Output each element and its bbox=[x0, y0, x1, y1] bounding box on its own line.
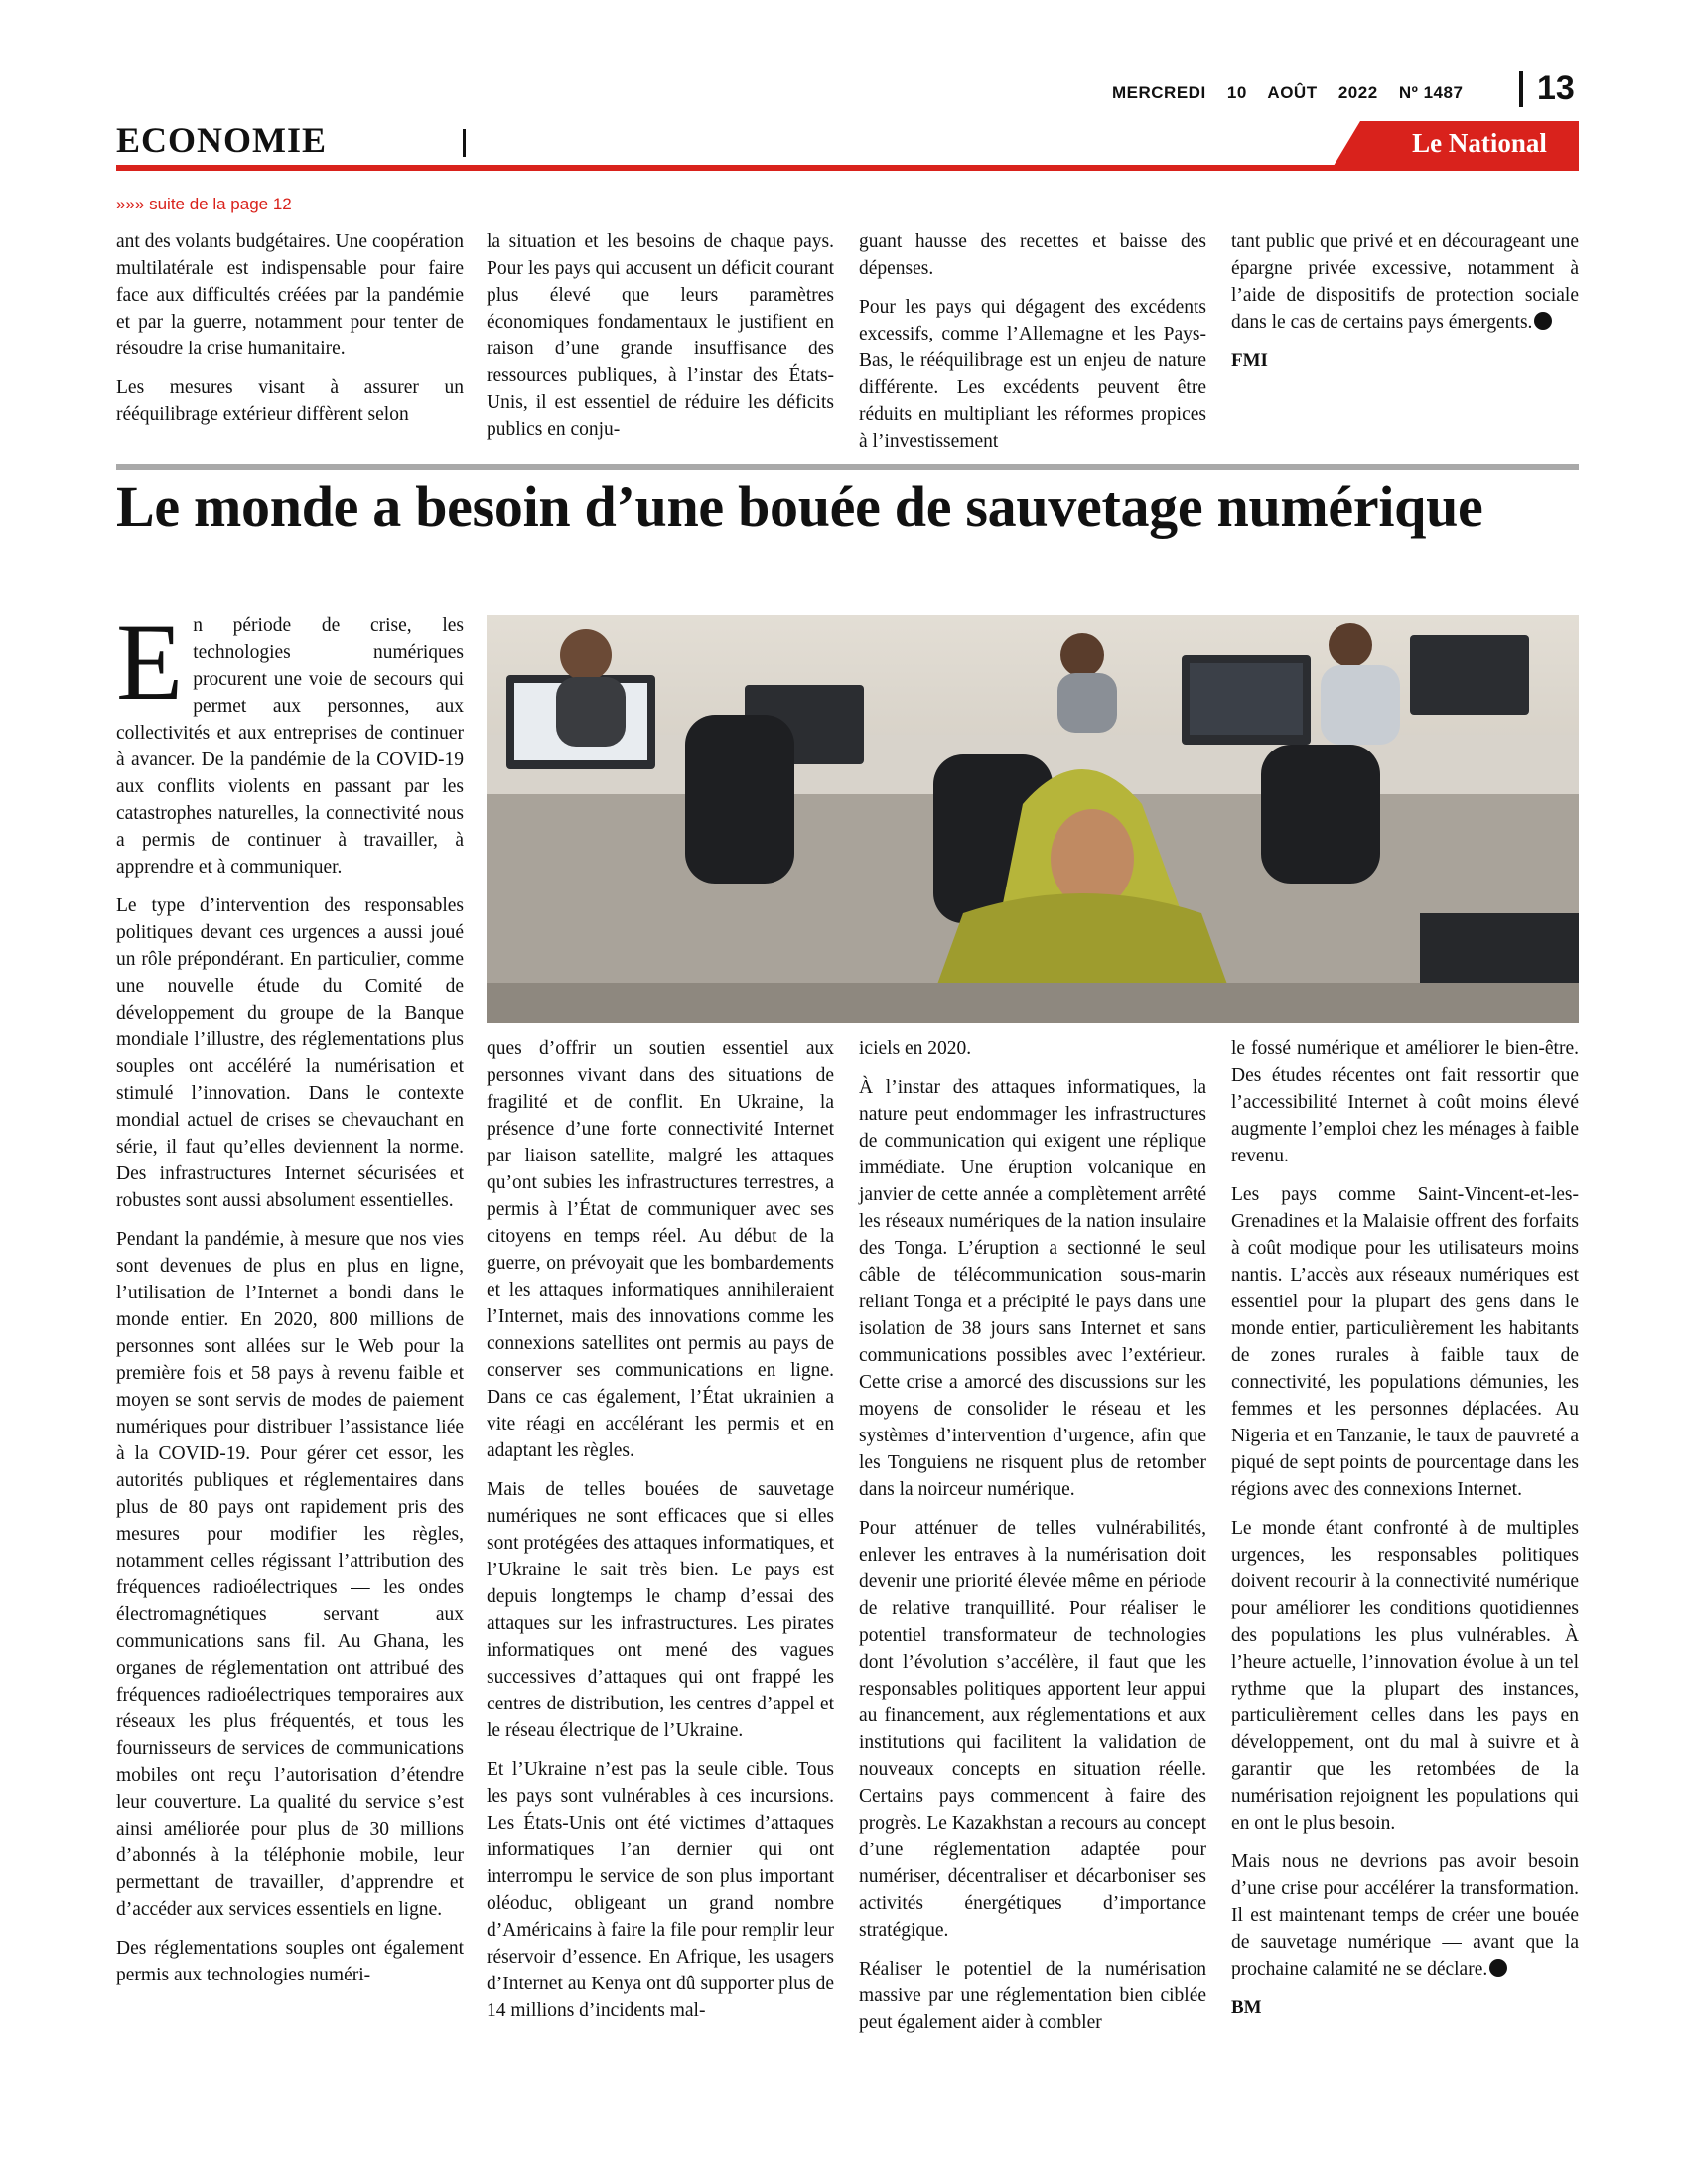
paragraph-text: Mais nous ne devrions pas avoir besoin d’une crise pour accélérer la transformation. Il est maintenant temps de créer une bouée de sauvetage numérique — avant que la prochaine calamité ne se déclare. bbox=[1231, 1851, 1579, 1979]
page-number-divider bbox=[1519, 71, 1523, 107]
article-headline: Le monde a besoin d’une bouée de sauvetage numérique bbox=[116, 475, 1483, 539]
date-day: MERCREDI bbox=[1112, 83, 1206, 102]
paragraph: Pour atténuer de telles vulnérabilités, enlever les entraves à la numérisation doit devenir une priorité élevée même en période de relative tranquillité. Pour réaliser le potentiel transformateur de technologies dont l’évolution s’accélère, il faut que les responsables politiques apportent leur appui au financement, aux réglementations et aux institutions qui facilitent la validation de nouveaux concepts en situation réelle. Certains pays commencent à faire des progrès. Le Kazakhstan a recours au concept d’une réglementation adaptée pour numériser, décentraliser et décarboniser ses activités énergétiques d’importance stratégique. bbox=[859, 1518, 1206, 1941]
paragraph: Et l’Ukraine n’est pas la seule cible. Tous les pays sont vulnérables à ces incursions. Les États-Unis ont été victimes d’attaques informatiques l’an dernier qui ont interrompu le service de son plus important oléoduc, obligeant un grand nombre d’Américains à faire la file pour remplir leur réservoir d’essence. En Afrique, les usagers d’Internet au Kenya ont dû supporter plus de 14 millions d’incidents mal- bbox=[487, 1759, 834, 2021]
paragraph: le fossé numérique et améliorer le bien-être. Des études récentes ont fait ressortir que l’accessibilité Internet à coût moins élevé augmente l’emploi chez les ménages à faible revenu. bbox=[1231, 1038, 1579, 1166]
paragraph: ant des volants budgétaires. Une coopération multilatérale est indispensable pour faire face aux difficultés créées par la pandémie et par la guerre, notamment pour tenter de résoudre la crise humanitaire. bbox=[116, 231, 464, 359]
paragraph bbox=[1231, 1848, 1579, 1982]
end-of-article-icon bbox=[1534, 312, 1552, 330]
section-divider bbox=[463, 129, 466, 157]
issue-number: Nº 1487 bbox=[1398, 83, 1464, 102]
paragraph bbox=[1231, 228, 1579, 336]
article-photo bbox=[487, 615, 1579, 1023]
paragraph: la situation et les besoins de chaque pays. Pour les pays qui accusent un déficit courant plus élevé que leurs paramètres économiques fondamentaux le justifient en raison d’une grande insuffisance des ressources publiques, à l’instar des États-Unis, il est essentiel de réduire les déficits publics en conju- bbox=[487, 231, 834, 440]
prev-article-signature: FMI bbox=[1231, 350, 1268, 371]
article-column-1 bbox=[116, 602, 464, 2000]
paragraph: iciels en 2020. bbox=[859, 1038, 972, 1059]
paragraph: Les pays comme Saint-Vincent-et-les-Grenadines et la Malaisie offrent des forfaits à coût modique pour les utilisateurs moins nantis. L’accès aux réseaux numériques est essentiel pour la plupart des gens dans le monde entier, particulièrement les habitants de zones rurales à faible taux de connectivité, les populations démunies, les femmes et les personnes déplacées. Au Nigeria et en Tanzanie, le taux de pauvreté a piqué de sept points de pourcentage dans les régions avec des connexions Internet. bbox=[1231, 1184, 1579, 1500]
paragraph: Pendant la pandémie, à mesure que nos vies sont devenues de plus en plus en ligne, l’utilisation de l’Internet a bondi dans le monde entier. En 2020, 800 millions de personnes sont allées sur le Web pour la première fois et 58 pays à revenu faible et moyen se sont servis de modes de paiement numériques pour distribuer l’assistance liée à la COVID-19. Pour gérer cet essor, les autorités publiques et réglementaires dans plus de 80 pays ont rapidement pris des mesures pour modifier les règles, notamment celles régissant l’attribution des fréquences radioélectriques — les ondes électromagnétiques servant aux communications sans fil. Au Ghana, les organes de réglementation ont attribué des fréquences radioélectriques temporaires aux réseaux les plus fréquentés, et tous les fournisseurs de services de communications mobiles ont reçu l’autorisation d’étendre leur couverture. La qualité du service s’est ainsi améliorée pour plus de 30 millions d’abonnés à la téléphonie mobile, leur permettant de travailler, d’apprendre et d’accéder aux services essentiels en ligne. bbox=[116, 1229, 464, 1920]
lead-paragraph bbox=[116, 602, 464, 881]
paragraph: ques d’offrir un soutien essentiel aux personnes vivant dans des situations de fragilité et de conflit. En Ukraine, la présence d’une forte connectivité Internet par liaison satellite, malgré les attaques qu’ont subies les infrastructures terrestres, a permis à l’État de communiquer avec ses citoyens en temps réel. Au début de la guerre, on prévoyait que les bombardements et les attaques informatiques annihileraient l’Internet, mais des innovations comme les connexions satellites ont permis au pays de conserver ses communications en ligne. Dans ce cas également, l’État ukrainien a vite réagi en accélérant les permis et en adaptant les règles. bbox=[487, 1038, 834, 1461]
date-number: 10 bbox=[1226, 83, 1247, 102]
paragraph: Le type d’intervention des responsables politiques devant ces urgences a aussi joué un rôle prépondérant. En particulier, comme une nouvelle étude du Comité de développement du groupe de la Banque mondiale l’illustre, des réglementations plus souples ont accéléré la numérisation et stimulé l’innovation. Dans le contexte mondial actuel de crises se chevauchant en série, il faut qu’elles deviennent la norme. Des infrastructures Internet sécurisées et robustes sont aussi absolument essentielles. bbox=[116, 895, 464, 1211]
paragraph: Des réglementations souples ont également permis aux technologies numéri- bbox=[116, 1938, 464, 1985]
paragraph: guant hausse des recettes et baisse des dépenses. bbox=[859, 231, 1206, 279]
drop-cap: E bbox=[116, 602, 184, 723]
article-signature: BM bbox=[1231, 1997, 1262, 2018]
paragraph: Mais de telles bouées de sauvetage numériques ne sont efficaces que si elles sont protégées des attaques informatiques, et l’Ukraine le sait très bien. Le pays est depuis longtemps le champ d’essai des attaques sur les infrastructures. Les pirates informatiques ont mené des vagues successives d’attaques qui ont frappé les centres de distribution, les centres d’appel et le réseau électrique de l’Ukraine. bbox=[487, 1479, 834, 1741]
paragraph: Le monde étant confronté à de multiples urgences, les responsables politiques doivent recourir à la connectivité numérique pour améliorer les conditions quotidiennes des populations les plus vulnérables. À l’heure actuelle, l’innovation évolue à un tel rythme que la plupart des instances, particulièrement celles dans les pays en développement, ont du mal à suivre et à garantir que les retombées de la numérisation rejoignent les populations qui en ont le plus besoin. bbox=[1231, 1518, 1579, 1834]
office-workers-photo-icon bbox=[487, 615, 1579, 1023]
date-month: AOÛT bbox=[1267, 83, 1318, 102]
article-column-3 bbox=[859, 1035, 1206, 2048]
prev-article-column-2 bbox=[487, 228, 834, 455]
brand-name: Le National bbox=[1412, 128, 1547, 158]
paragraph: Les mesures visant à assurer un rééquilibrage extérieur diffèrent selon bbox=[116, 377, 464, 425]
prev-article-column-3 bbox=[859, 228, 1206, 467]
continued-from-label: »»» suite de la page 12 bbox=[116, 195, 292, 213]
prev-article-column-1 bbox=[116, 228, 464, 440]
page-number: 13 bbox=[1537, 69, 1575, 107]
article-column-4 bbox=[1231, 1035, 1579, 2021]
article-column-2 bbox=[487, 1035, 834, 2036]
end-of-article-icon bbox=[1489, 1959, 1507, 1977]
prev-article-column-4 bbox=[1231, 228, 1579, 374]
paragraph-text: tant public que privé et en décourageant une épargne privée excessive, notamment à l’aide de dispositifs de protection sociale dans le cas de certains pays émergents. bbox=[1231, 231, 1579, 333]
date-year: 2022 bbox=[1337, 83, 1378, 102]
section-title: ECONOMIE bbox=[116, 120, 328, 160]
article-separator-rule bbox=[116, 464, 1579, 470]
paragraph: Réaliser le potentiel de la numérisation massive par une réglementation bien ciblée peut également aider à combler bbox=[859, 1959, 1206, 2033]
paragraph-text: n période de crise, les technologies numériques procurent une voie de secours qui permet aux personnes, aux collectivités et aux entreprises de continuer à avancer. De la pandémie de la COVID-19 aux conflits violents en passant par les catastrophes naturelles, la connectivité nous a permis de continuer à travailler, à apprendre et à communiquer. bbox=[116, 615, 464, 878]
paragraph: À l’instar des attaques informatiques, la nature peut endommager les infrastructures de communication qui exigent une réplique immédiate. Une éruption volcanique en janvier de cette année a complètement arrêté les réseaux numériques de la nation insulaire des Tonga. L’éruption a sectionné le seul câble de télécommunication sous-marin reliant Tonga et a précipité le pays dans une isolation de 38 jours sans Internet et sans communications possibles avec l’extérieur. Cette crise a amorcé des discussions sur les moyens de consolider le réseau et les systèmes d’intervention d’urgence, afin que les Tonguiens ne risquent plus de retomber dans la noirceur numérique. bbox=[859, 1077, 1206, 1500]
paragraph: Pour les pays qui dégagent des excédents excessifs, comme l’Allemagne et les Pays-Bas, le rééquilibrage est un enjeu de nature différente. Les excédents peuvent être réduits en multipliant les réformes propices à l’investissement bbox=[859, 297, 1206, 452]
dateline bbox=[1112, 83, 1509, 103]
